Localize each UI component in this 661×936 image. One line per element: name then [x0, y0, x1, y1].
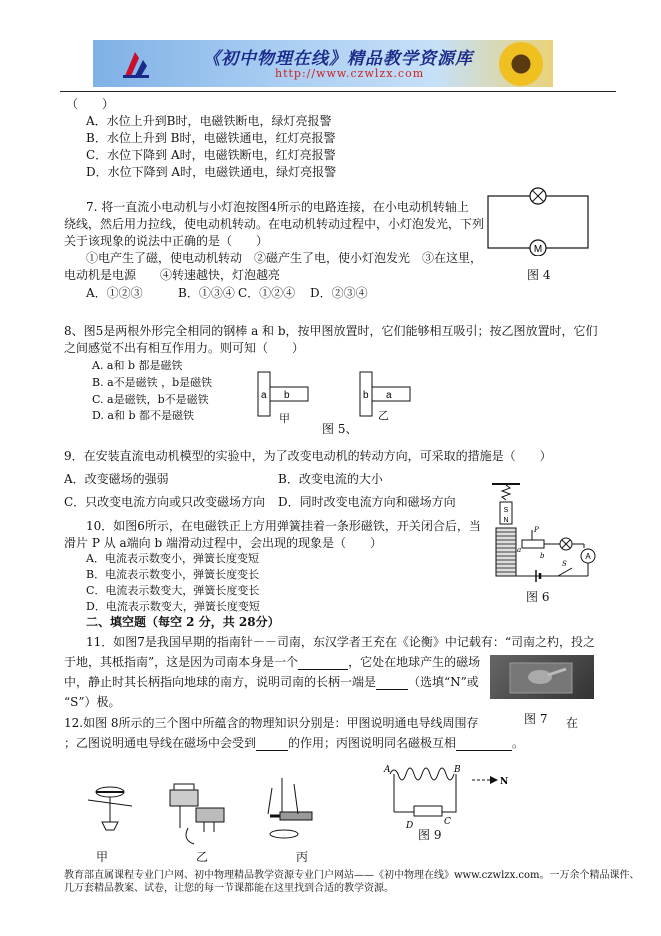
slider-b-label: b: [540, 552, 545, 560]
sunflower-icon: [499, 42, 543, 86]
q9-option-c: C．只改变电流方向或只改变磁场方向: [64, 495, 266, 509]
q8-line-2: 之间感觉不出有相互作用力。则可知（ ）: [64, 341, 305, 355]
header-url[interactable]: http://www.czwlzx.com: [275, 67, 425, 80]
q10-option-c: C．电流表示数变大，弹簧长度变长: [86, 584, 260, 597]
header-rule: [60, 91, 616, 92]
q7-line-3: 关于该现象的说法中正确的是（ ）: [64, 234, 269, 248]
switch-s-label: S: [562, 560, 567, 568]
footer-line-1: 教育部直属课程专业门户网、初中物理精品教学资源专业门户网站——《初中物理在线》www.czwlzx.com。一万余个精品课件、: [64, 870, 640, 881]
figure-4-circuit: [484, 186, 594, 256]
section-2-heading: 二、填空题（每空 2 分，共 28分）: [86, 615, 280, 629]
q12-line-2-c: 。: [512, 736, 525, 750]
q9-line: 9．在安装直流电动机模型的实验中，为了改变电动机的转动方向，可采取的措施是（ ）: [64, 449, 552, 463]
figure-4-label: 图 4: [527, 268, 551, 282]
q8-option-a: A. a和 b 都是磁铁: [92, 359, 183, 372]
q7-option-b: B．①③④: [178, 286, 235, 300]
sinan-spoon-icon: [490, 655, 594, 699]
figure-9-label: 图 9: [418, 828, 442, 842]
q11-line-4: “S”）极。: [64, 695, 121, 709]
figure-5-label: 图 5、: [322, 422, 358, 436]
q11-line-2-a: 于地，其柢指南”，这是因为司南本身是一个: [64, 655, 299, 669]
figure-6-electromagnet: [484, 482, 604, 586]
arrow-right-icon: [490, 776, 498, 784]
q7-option-d: D．②③④: [310, 286, 368, 300]
ammeter-label: A: [585, 552, 591, 561]
figure-7-sinan-photo: [490, 655, 594, 699]
bar-a-label-yi: a: [386, 390, 392, 401]
q12-blank-2[interactable]: [256, 738, 288, 751]
q7-line-4: ①电产生了磁，使电动机转动 ②磁产生了电，使小灯泡发光 ③在这里，: [86, 251, 483, 265]
magnet-s-label: S: [503, 507, 509, 514]
q12-line-2-a: ；乙图说明通电导线在磁场中会受到: [64, 736, 257, 750]
q12-blank-3[interactable]: [456, 738, 512, 751]
q6-option-d: D．水位下降到 A时，电磁铁通电，绿灯亮报警: [86, 165, 337, 179]
q11-blank-2[interactable]: [376, 677, 408, 690]
q12-line-2-b: 的作用；丙图说明同名磁极互相: [288, 736, 457, 750]
q7-line-5: 电动机是电源 ④转速越快，灯泡越亮: [64, 268, 281, 282]
q11-line-3: [64, 673, 479, 690]
q8-option-c: C. a是磁铁，b不是磁铁: [92, 393, 209, 406]
header-banner: [93, 40, 553, 87]
magnet-icon: [170, 790, 198, 806]
figure-8-jia: 甲: [96, 850, 109, 864]
q12-line-1b: 在: [566, 716, 579, 730]
bar-b-label-yi: b: [363, 390, 369, 401]
rheostat-icon: [522, 540, 544, 548]
figure-9-solenoid: [382, 760, 522, 832]
bar-b-label-jia: b: [284, 390, 290, 401]
fig9-c-label: C: [444, 817, 451, 827]
figure-5-yi: 乙: [378, 409, 389, 422]
q6-option-a: A．水位上升到B时，电磁铁断电，绿灯亮报警: [86, 114, 332, 128]
q12-line-1: 12.如图 8所示的三个图中所蕴含的物理知识分别是：甲图说明通电导线周围存: [64, 716, 479, 730]
figure-6-label: 图 6: [526, 590, 550, 604]
q8-line-1: 8、图5是两根外形完全相同的钢棒 a 和 b，按甲图放置时，它们能够相互吸引；按乙图放置时，它们: [64, 324, 598, 338]
magnet-n-label: N: [503, 517, 509, 524]
q11-line-2: [64, 653, 480, 670]
q7-option-a: A．①②③: [86, 286, 143, 300]
q8-option-b: B. a不是磁铁 ，b是磁铁: [92, 376, 213, 389]
bar-a-label-jia: a: [261, 390, 267, 401]
q7-option-c: C．①②④: [238, 286, 296, 300]
q11-line-3-b: （选填“N”或: [408, 675, 479, 689]
q6-option-b: B．水位上升到 B时，电磁铁通电，红灯亮报警: [86, 131, 336, 145]
q11-line-2-b: ，它处在地球产生的磁场: [348, 655, 481, 669]
q7-line-1: 7. 将一直流小电动机与小灯泡按图4所示的电路连接，在小电动机转轴上: [86, 200, 469, 214]
q7-line-2: 绕线，然后用力拉线，使电动机转动。在电动机转动过程中，小灯泡发光，下列: [64, 217, 485, 231]
fig9-b-label: B: [454, 765, 461, 775]
figure-8-drawings: [84, 776, 344, 850]
figure-7-label: 图 7: [524, 712, 548, 726]
q10-line-1: 10．如图6所示，在电磁铁正上方用弹簧挂着一条形磁铁，开关闭合后，当: [86, 519, 481, 533]
q12-line-2: [64, 734, 524, 751]
q10-option-d: D．电流表示数变大，弹簧长度变短: [86, 600, 260, 613]
q11-line-3-a: 中，静止时其长柄指向地球的南方，说明司南的长柄一端是: [64, 675, 377, 689]
q9-option-d: D．同时改变电流方向和磁场方向: [278, 495, 456, 509]
fig9-d-label: D: [406, 821, 414, 831]
header-title: 《初中物理在线》精品教学资源库: [203, 49, 473, 69]
resistor-icon: [414, 806, 442, 816]
q6-option-c: C．水位下降到 A时，电磁铁断电，红灯亮报警: [86, 148, 336, 162]
q11-blank-1[interactable]: [298, 657, 348, 670]
motor-label: M: [533, 244, 543, 255]
footer-line-2: 几万套精品教案、试卷，让您的每一节课都能在这里找到合适的教学资源。: [64, 883, 394, 894]
site-logo-icon: [121, 48, 151, 80]
slider-a-label: a: [517, 546, 522, 554]
q6-bracket: （ ）: [66, 97, 115, 111]
fig9-a-label: A: [384, 765, 391, 775]
slider-p-label: P: [534, 526, 539, 534]
q10-option-b: B．电流表示数变小，弹簧长度变长: [86, 568, 260, 581]
figure-8-yi: 乙: [196, 850, 209, 864]
q10-line-2: 滑片 P 从 a端向 b 端滑动过程中，会出现的现象是（ ）: [64, 536, 382, 550]
q8-option-d: D. a和 b 都不是磁铁: [92, 409, 195, 422]
q11-line-1: 11．如图7是我国早期的指南针－－司南，东汉学者王充在《论衡》中记载有：“司南之杓，投之: [86, 635, 596, 649]
figure-5-jia: 甲: [279, 412, 290, 425]
fig9-n-label: N: [500, 777, 509, 787]
q10-option-a: A．电流表示数变小，弹簧长度变短: [86, 552, 259, 565]
switch-icon: [558, 568, 572, 576]
q9-option-a: A．改变磁场的强弱: [64, 472, 169, 486]
figure-8-bing: 丙: [296, 850, 309, 864]
q9-option-b: B．改变电流的大小: [278, 472, 383, 486]
